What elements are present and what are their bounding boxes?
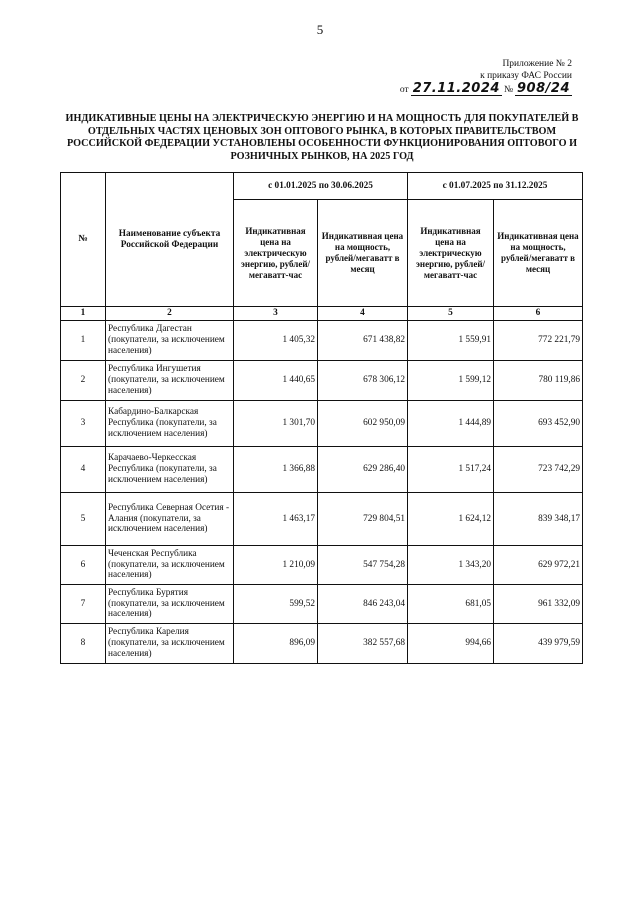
power-price-h2: 693 452,90: [494, 401, 583, 447]
energy-price-h1: 1 405,32: [234, 321, 318, 361]
from-label: от: [399, 85, 409, 95]
period-2-header: с 01.07.2025 по 31.12.2025: [408, 173, 583, 200]
table-row: [61, 401, 583, 447]
number-label: №: [503, 85, 514, 95]
period-header-row: [61, 173, 583, 200]
energy-price-h1: 1 463,17: [234, 493, 318, 546]
energy-price-h1: 1 301,70: [234, 401, 318, 447]
energy-price-h1: 1 210,09: [234, 546, 318, 585]
order-date: 27.11.2024: [412, 81, 500, 96]
table-row: [61, 321, 583, 361]
col-header-name: Наименование субъекта Российской Федерации: [106, 173, 234, 307]
energy-price-h1: 896,09: [234, 624, 318, 664]
power-price-h2: 439 979,59: [494, 624, 583, 664]
energy-price-h2: 1 343,20: [408, 546, 494, 585]
table-row: [61, 447, 583, 493]
power-price-h1: 629 286,40: [318, 447, 408, 493]
column-number: 6: [494, 307, 583, 321]
col-header-energy-2: Индикативная цена на электрическую энергию, рублей/ мегаватт-час: [408, 200, 494, 307]
energy-price-h1: 1 366,88: [234, 447, 318, 493]
power-price-h2: 780 119,86: [494, 361, 583, 401]
energy-price-h2: 1 624,12: [408, 493, 494, 546]
order-date-number: [400, 82, 572, 96]
appendix-title: Приложение № 2: [502, 59, 572, 69]
col-header-power-1: Индикативная цена на мощность, рублей/мегаватт в месяц: [318, 200, 408, 307]
col-header-no: №: [61, 173, 106, 307]
energy-price-h2: 1 517,24: [408, 447, 494, 493]
energy-price-h2: 994,66: [408, 624, 494, 664]
energy-price-h2: 681,05: [408, 585, 494, 624]
prices-table: [60, 172, 583, 664]
energy-price-h2: 1 599,12: [408, 361, 494, 401]
table-row: [61, 361, 583, 401]
region-name: Республика Дагестан (покупатели, за исключением населения): [106, 321, 234, 361]
power-price-h1: 382 557,68: [318, 624, 408, 664]
row-number: 1: [61, 321, 106, 361]
column-number-row: [61, 307, 583, 321]
row-number: 5: [61, 493, 106, 546]
region-name: Республика Бурятия (покупатели, за исключением населения): [106, 585, 234, 624]
region-name: Республика Карелия (покупатели, за исключением населения): [106, 624, 234, 664]
power-price-h2: 839 348,17: [494, 493, 583, 546]
power-price-h1: 671 438,82: [318, 321, 408, 361]
region-name: Республика Северная Осетия - Алания (покупатели, за исключением населения): [106, 493, 234, 546]
row-number: 2: [61, 361, 106, 401]
row-number: 3: [61, 401, 106, 447]
table-row: [61, 546, 583, 585]
document-heading: ИНДИКАТИВНЫЕ ЦЕНЫ НА ЭЛЕКТРИЧЕСКУЮ ЭНЕРГИЮ И НА МОЩНОСТЬ ДЛЯ ПОКУПАТЕЛЕЙ В ОТДЕЛЬНЫХ ЧАСТЯХ ЦЕНОВЫХ ЗОН ОПТОВОГО РЫНКА, В КОТОРЫХ ПРАВИТЕЛЬСТВОМ РОССИЙСКОЙ ФЕДЕРАЦИИ УСТАНОВЛЕНЫ ОСОБЕННОСТИ ФУНКЦИОНИРОВАНИЯ ОПТОВОГО И РОЗНИЧНЫХ РЫНКОВ, НА 2025 ГОД: [65, 113, 579, 162]
energy-price-h2: 1 444,89: [408, 401, 494, 447]
table-row: [61, 493, 583, 546]
power-price-h2: 723 742,29: [494, 447, 583, 493]
column-number: 4: [318, 307, 408, 321]
col-header-energy-1: Индикативная цена на электрическую энергию, рублей/ мегаватт-час: [234, 200, 318, 307]
region-name: Чеченская Республика (покупатели, за исключением населения): [106, 546, 234, 585]
power-price-h2: 961 332,09: [494, 585, 583, 624]
appendix-block: [400, 58, 572, 96]
power-price-h1: 729 804,51: [318, 493, 408, 546]
row-number: 6: [61, 546, 106, 585]
energy-price-h1: 599,52: [234, 585, 318, 624]
row-number: 8: [61, 624, 106, 664]
power-price-h1: 602 950,09: [318, 401, 408, 447]
region-name: Кабардино-Балкарская Республика (покупатели, за исключением населения): [106, 401, 234, 447]
table-row: [61, 624, 583, 664]
power-price-h1: 547 754,28: [318, 546, 408, 585]
energy-price-h1: 1 440,65: [234, 361, 318, 401]
table-row: [61, 585, 583, 624]
row-number: 7: [61, 585, 106, 624]
power-price-h1: 846 243,04: [318, 585, 408, 624]
row-number: 4: [61, 447, 106, 493]
column-number: 2: [106, 307, 234, 321]
power-price-h1: 678 306,12: [318, 361, 408, 401]
power-price-h2: 772 221,79: [494, 321, 583, 361]
appendix-order: к приказу ФАС России: [480, 71, 572, 81]
region-name: Карачаево-Черкесская Республика (покупатели, за исключением населения): [106, 447, 234, 493]
energy-price-h2: 1 559,91: [408, 321, 494, 361]
column-number: 5: [408, 307, 494, 321]
column-number: 1: [61, 307, 106, 321]
page-number: 5: [316, 22, 324, 37]
col-header-power-2: Индикативная цена на мощность, рублей/мегаватт в месяц: [494, 200, 583, 307]
power-price-h2: 629 972,21: [494, 546, 583, 585]
column-number: 3: [234, 307, 318, 321]
period-1-header: с 01.01.2025 по 30.06.2025: [234, 173, 408, 200]
order-number: 908/24: [517, 81, 570, 96]
region-name: Республика Ингушетия (покупатели, за исключением населения): [106, 361, 234, 401]
